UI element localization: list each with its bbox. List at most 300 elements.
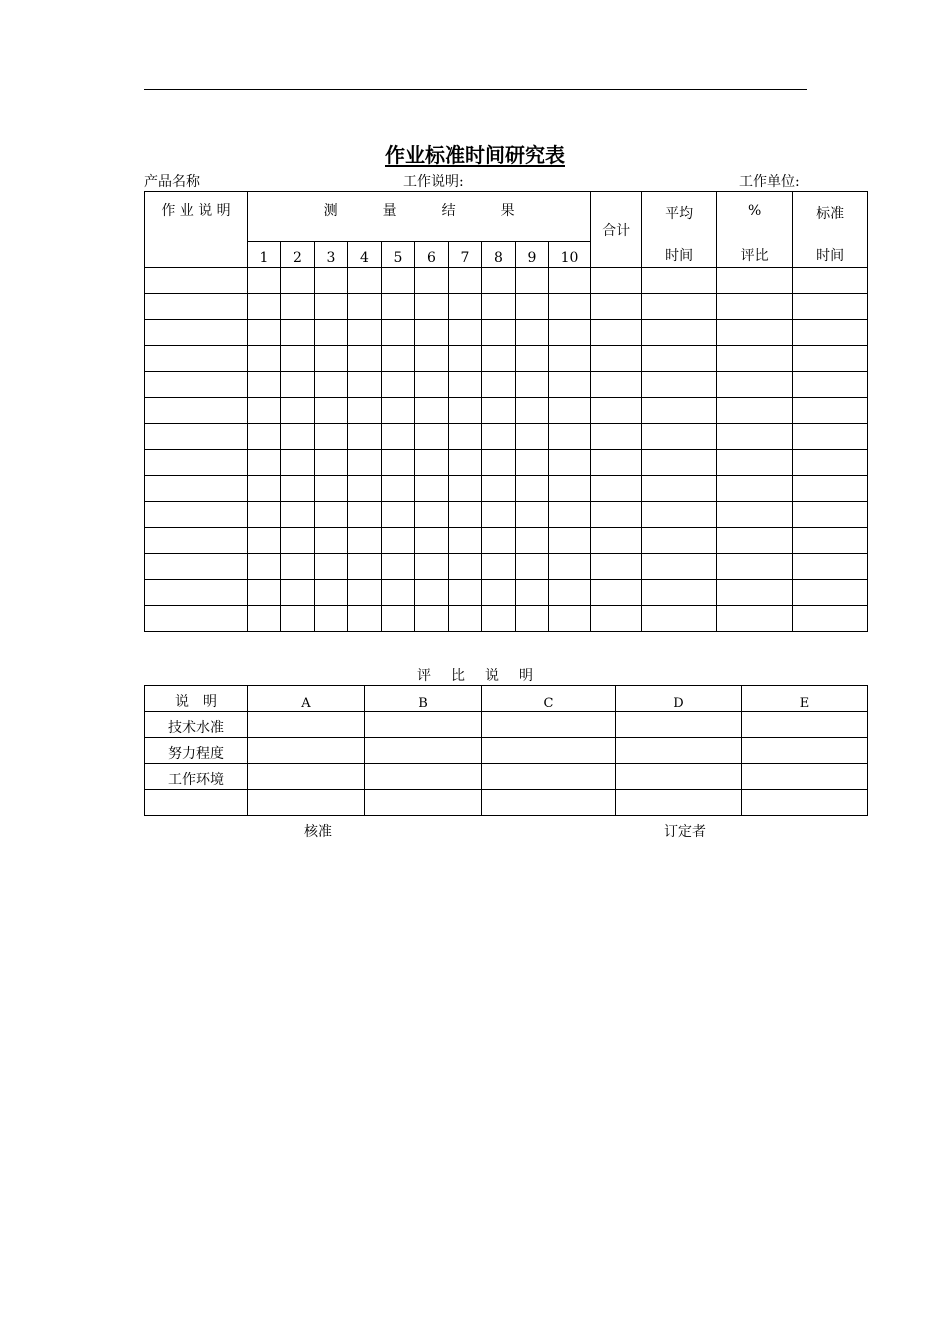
table-cell[interactable] xyxy=(549,554,591,580)
table-cell[interactable] xyxy=(449,346,482,372)
table-cell[interactable] xyxy=(591,268,642,294)
table-cell[interactable] xyxy=(382,502,415,528)
table-cell[interactable] xyxy=(281,372,315,398)
rating-cell[interactable] xyxy=(248,790,365,816)
table-cell[interactable] xyxy=(281,294,315,320)
table-cell[interactable] xyxy=(793,502,868,528)
table-cell[interactable] xyxy=(717,320,793,346)
table-cell[interactable] xyxy=(642,398,717,424)
rating-caption-char: 明 xyxy=(519,668,533,684)
table-cell[interactable] xyxy=(449,554,482,580)
table-cell[interactable] xyxy=(315,528,348,554)
table-cell[interactable] xyxy=(793,346,868,372)
table-cell[interactable] xyxy=(591,398,642,424)
rating-row-label: 努力程度 xyxy=(145,738,248,764)
rating-caption xyxy=(0,667,950,685)
rating-cell[interactable] xyxy=(616,712,742,738)
table-cell[interactable] xyxy=(315,580,348,606)
table-cell[interactable] xyxy=(591,320,642,346)
table-cell[interactable] xyxy=(516,476,549,502)
table-cell[interactable] xyxy=(145,424,248,450)
job-description-header xyxy=(145,192,248,268)
work-description-label: 工作说明: xyxy=(403,174,464,190)
table-cell[interactable] xyxy=(549,502,591,528)
table-cell[interactable] xyxy=(248,424,281,450)
table-cell[interactable] xyxy=(145,346,248,372)
average-time-header xyxy=(642,192,717,268)
table-row xyxy=(145,320,868,346)
measure-number-cell: 8 xyxy=(482,242,516,268)
table-cell[interactable] xyxy=(717,450,793,476)
rating-cell[interactable] xyxy=(365,764,482,790)
table-cell[interactable] xyxy=(348,554,382,580)
table-cell[interactable] xyxy=(382,476,415,502)
table-cell[interactable] xyxy=(449,476,482,502)
table-cell[interactable] xyxy=(281,398,315,424)
table-cell[interactable] xyxy=(449,606,482,632)
table-cell[interactable] xyxy=(281,450,315,476)
rating-cell[interactable] xyxy=(742,790,868,816)
table-cell[interactable] xyxy=(591,554,642,580)
table-cell[interactable] xyxy=(348,424,382,450)
table-cell[interactable] xyxy=(516,424,549,450)
table-cell[interactable] xyxy=(382,580,415,606)
table-cell[interactable] xyxy=(348,528,382,554)
table-cell[interactable] xyxy=(145,528,248,554)
table-cell[interactable] xyxy=(516,554,549,580)
rating-cell[interactable] xyxy=(616,764,742,790)
table-cell[interactable] xyxy=(415,346,449,372)
measure-number-cell: 2 xyxy=(281,242,315,268)
table-cell[interactable] xyxy=(591,372,642,398)
rating-cell[interactable] xyxy=(742,764,868,790)
table-cell[interactable] xyxy=(348,606,382,632)
table-cell[interactable] xyxy=(415,606,449,632)
table-cell[interactable] xyxy=(591,346,642,372)
rating-cell[interactable] xyxy=(482,712,616,738)
table-cell[interactable] xyxy=(348,320,382,346)
table-cell[interactable] xyxy=(248,502,281,528)
percent-rating-header xyxy=(717,192,793,268)
table-cell[interactable] xyxy=(516,528,549,554)
average-time-bottom: 时间 xyxy=(665,247,694,264)
table-cell[interactable] xyxy=(717,554,793,580)
product-name-label: 产品名称 xyxy=(144,174,200,190)
table-cell[interactable] xyxy=(248,580,281,606)
rating-row-label: 工作环境 xyxy=(145,764,248,790)
table-cell[interactable] xyxy=(415,580,449,606)
table-cell[interactable] xyxy=(145,476,248,502)
measure-results-char: 测 xyxy=(323,203,338,219)
measure-results-header xyxy=(248,192,591,242)
measure-results-char: 结 xyxy=(441,203,456,219)
table-row xyxy=(145,580,868,606)
table-cell[interactable] xyxy=(549,424,591,450)
table-cell[interactable] xyxy=(717,580,793,606)
measure-number-cell: 6 xyxy=(415,242,449,268)
table-cell[interactable] xyxy=(482,294,516,320)
measure-number-cell: 9 xyxy=(516,242,549,268)
table-cell[interactable] xyxy=(248,346,281,372)
table-cell[interactable] xyxy=(449,580,482,606)
prepared-by-label: 订定者 xyxy=(664,824,706,840)
table-cell[interactable] xyxy=(793,398,868,424)
total-header: 合计 xyxy=(591,192,642,268)
table-cell[interactable] xyxy=(382,606,415,632)
table-cell[interactable] xyxy=(549,346,591,372)
table-cell[interactable] xyxy=(717,268,793,294)
rating-body xyxy=(145,712,868,816)
table-cell[interactable] xyxy=(549,580,591,606)
table-cell[interactable] xyxy=(248,450,281,476)
rating-cell[interactable] xyxy=(482,764,616,790)
table-cell[interactable] xyxy=(482,528,516,554)
table-cell[interactable] xyxy=(145,398,248,424)
rating-cell[interactable] xyxy=(616,790,742,816)
table-cell[interactable] xyxy=(516,372,549,398)
table-cell[interactable] xyxy=(642,606,717,632)
table-cell[interactable] xyxy=(793,450,868,476)
table-cell[interactable] xyxy=(591,528,642,554)
table-cell[interactable] xyxy=(248,528,281,554)
table-cell[interactable] xyxy=(248,320,281,346)
rating-row xyxy=(145,712,868,738)
table-cell[interactable] xyxy=(348,580,382,606)
measure-number-cell: 3 xyxy=(315,242,348,268)
table-cell[interactable] xyxy=(549,268,591,294)
time-study-table xyxy=(144,191,868,632)
standard-time-top: 标准 xyxy=(816,205,845,222)
measure-number-cell: 7 xyxy=(449,242,482,268)
table-cell[interactable] xyxy=(348,268,382,294)
rating-cell[interactable] xyxy=(742,712,868,738)
table-cell[interactable] xyxy=(642,424,717,450)
table-cell[interactable] xyxy=(549,294,591,320)
table-cell[interactable] xyxy=(382,320,415,346)
table-row xyxy=(145,528,868,554)
table-cell[interactable] xyxy=(516,346,549,372)
table-cell[interactable] xyxy=(248,294,281,320)
table-cell[interactable] xyxy=(449,502,482,528)
table-cell[interactable] xyxy=(642,372,717,398)
table-cell[interactable] xyxy=(382,346,415,372)
table-cell[interactable] xyxy=(281,424,315,450)
table-cell[interactable] xyxy=(482,554,516,580)
table-cell[interactable] xyxy=(315,346,348,372)
time-study-body xyxy=(145,268,868,632)
table-cell[interactable] xyxy=(793,606,868,632)
table-cell[interactable] xyxy=(348,372,382,398)
table-cell[interactable] xyxy=(482,606,516,632)
table-cell[interactable] xyxy=(793,554,868,580)
table-cell[interactable] xyxy=(449,398,482,424)
table-cell[interactable] xyxy=(482,320,516,346)
rating-cell[interactable] xyxy=(482,790,616,816)
table-cell[interactable] xyxy=(415,424,449,450)
table-row xyxy=(145,450,868,476)
rating-cell[interactable] xyxy=(248,764,365,790)
table-row xyxy=(145,424,868,450)
table-cell[interactable] xyxy=(315,554,348,580)
table-cell[interactable] xyxy=(549,476,591,502)
grade-header-a: A xyxy=(248,686,365,712)
table-cell[interactable] xyxy=(717,476,793,502)
table-cell[interactable] xyxy=(642,320,717,346)
table-cell[interactable] xyxy=(248,398,281,424)
table-cell[interactable] xyxy=(415,294,449,320)
measure-results-char: 果 xyxy=(500,203,515,219)
table-cell[interactable] xyxy=(145,606,248,632)
table-cell[interactable] xyxy=(348,346,382,372)
measure-results-char: 量 xyxy=(382,203,397,219)
rating-header-label: 说 明 xyxy=(145,686,248,712)
table-cell[interactable] xyxy=(482,346,516,372)
table-cell[interactable] xyxy=(549,450,591,476)
table-cell[interactable] xyxy=(382,424,415,450)
table-cell[interactable] xyxy=(315,372,348,398)
table-cell[interactable] xyxy=(281,268,315,294)
table-cell[interactable] xyxy=(516,450,549,476)
table-cell[interactable] xyxy=(248,476,281,502)
table-cell[interactable] xyxy=(315,320,348,346)
table-cell[interactable] xyxy=(415,398,449,424)
table-cell[interactable] xyxy=(642,502,717,528)
table-cell[interactable] xyxy=(415,268,449,294)
table-cell[interactable] xyxy=(449,294,482,320)
table-cell[interactable] xyxy=(717,398,793,424)
measure-number-cell: 4 xyxy=(348,242,382,268)
table-cell[interactable] xyxy=(281,502,315,528)
rating-caption-char: 说 xyxy=(485,668,499,684)
table-cell[interactable] xyxy=(415,554,449,580)
table-cell[interactable] xyxy=(315,398,348,424)
table-cell[interactable] xyxy=(348,398,382,424)
table-cell[interactable] xyxy=(281,606,315,632)
table-cell[interactable] xyxy=(145,320,248,346)
table-cell[interactable] xyxy=(482,580,516,606)
table-cell[interactable] xyxy=(382,528,415,554)
table-cell[interactable] xyxy=(591,502,642,528)
table-cell[interactable] xyxy=(315,606,348,632)
table-cell[interactable] xyxy=(717,346,793,372)
table-cell[interactable] xyxy=(145,268,248,294)
table-cell[interactable] xyxy=(315,268,348,294)
rating-cell[interactable] xyxy=(616,738,742,764)
table-cell[interactable] xyxy=(382,372,415,398)
table-cell[interactable] xyxy=(315,502,348,528)
table-cell[interactable] xyxy=(449,372,482,398)
table-cell[interactable] xyxy=(793,268,868,294)
table-cell[interactable] xyxy=(516,268,549,294)
rating-cell[interactable] xyxy=(365,712,482,738)
table-cell[interactable] xyxy=(449,320,482,346)
rating-cell[interactable] xyxy=(482,738,616,764)
table-cell[interactable] xyxy=(482,398,516,424)
rating-caption-char: 评 xyxy=(417,668,431,684)
table-cell[interactable] xyxy=(315,294,348,320)
table-cell[interactable] xyxy=(382,554,415,580)
table-cell[interactable] xyxy=(382,398,415,424)
measure-number-cell: 5 xyxy=(382,242,415,268)
table-cell[interactable] xyxy=(717,606,793,632)
table-cell[interactable] xyxy=(449,424,482,450)
table-row xyxy=(145,476,868,502)
rating-cell[interactable] xyxy=(365,790,482,816)
table-row xyxy=(145,268,868,294)
page-title xyxy=(0,143,950,167)
table-cell[interactable] xyxy=(281,580,315,606)
table-cell[interactable] xyxy=(348,476,382,502)
rating-row xyxy=(145,790,868,816)
work-unit-label: 工作单位: xyxy=(739,174,800,190)
table-cell[interactable] xyxy=(348,450,382,476)
table-cell[interactable] xyxy=(717,424,793,450)
table-cell[interactable] xyxy=(415,528,449,554)
table-cell[interactable] xyxy=(415,372,449,398)
table-cell[interactable] xyxy=(717,502,793,528)
table-cell[interactable] xyxy=(516,606,549,632)
table-cell[interactable] xyxy=(382,294,415,320)
percent-rating-bottom: 评比 xyxy=(740,247,769,264)
table-cell[interactable] xyxy=(145,450,248,476)
rating-cell[interactable] xyxy=(248,738,365,764)
table-cell[interactable] xyxy=(793,528,868,554)
job-description-header-text: 作 业 说 明 xyxy=(161,203,231,219)
table-cell[interactable] xyxy=(482,450,516,476)
table-cell[interactable] xyxy=(591,294,642,320)
rating-caption-char: 比 xyxy=(451,668,465,684)
table-cell[interactable] xyxy=(591,476,642,502)
table-cell[interactable] xyxy=(516,294,549,320)
table-cell[interactable] xyxy=(717,294,793,320)
table-cell[interactable] xyxy=(281,346,315,372)
title-text: 作业标准时间研究表 xyxy=(385,143,565,167)
table-row xyxy=(145,606,868,632)
table-cell[interactable] xyxy=(482,502,516,528)
table-cell[interactable] xyxy=(549,528,591,554)
table-cell[interactable] xyxy=(793,372,868,398)
table-cell[interactable] xyxy=(642,580,717,606)
table-cell[interactable] xyxy=(516,320,549,346)
table-cell[interactable] xyxy=(793,294,868,320)
table-cell[interactable] xyxy=(315,450,348,476)
table-cell[interactable] xyxy=(591,580,642,606)
rating-cell[interactable] xyxy=(742,738,868,764)
table-cell[interactable] xyxy=(281,476,315,502)
table-cell[interactable] xyxy=(248,554,281,580)
table-cell[interactable] xyxy=(516,398,549,424)
table-cell[interactable] xyxy=(449,450,482,476)
table-cell[interactable] xyxy=(145,554,248,580)
table-cell[interactable] xyxy=(415,320,449,346)
table-cell[interactable] xyxy=(717,372,793,398)
table-cell[interactable] xyxy=(415,450,449,476)
table-row xyxy=(145,346,868,372)
table-cell[interactable] xyxy=(281,554,315,580)
rating-cell[interactable] xyxy=(365,738,482,764)
table-cell[interactable] xyxy=(382,450,415,476)
table-cell[interactable] xyxy=(482,476,516,502)
rating-table xyxy=(144,685,868,816)
grade-header-c: C xyxy=(482,686,616,712)
table-cell[interactable] xyxy=(549,372,591,398)
table-cell[interactable] xyxy=(482,372,516,398)
table-cell[interactable] xyxy=(591,424,642,450)
table-cell[interactable] xyxy=(591,606,642,632)
table-cell[interactable] xyxy=(348,502,382,528)
table-cell[interactable] xyxy=(642,450,717,476)
measure-number-cell: 10 xyxy=(549,242,591,268)
table-cell[interactable] xyxy=(642,346,717,372)
measure-number-cell: 1 xyxy=(248,242,281,268)
table-cell[interactable] xyxy=(717,528,793,554)
table-cell[interactable] xyxy=(145,502,248,528)
table-row xyxy=(145,294,868,320)
table-cell[interactable] xyxy=(793,320,868,346)
table-cell[interactable] xyxy=(281,528,315,554)
table-row xyxy=(145,372,868,398)
table-row xyxy=(145,554,868,580)
table-cell[interactable] xyxy=(642,528,717,554)
table-row xyxy=(145,502,868,528)
table-cell[interactable] xyxy=(415,502,449,528)
top-rule xyxy=(144,89,807,90)
table-cell[interactable] xyxy=(642,476,717,502)
rating-row xyxy=(145,738,868,764)
table-cell[interactable] xyxy=(482,268,516,294)
rating-row-label xyxy=(145,790,248,816)
approved-label: 核准 xyxy=(304,824,332,840)
table-cell[interactable] xyxy=(145,294,248,320)
standard-time-bottom: 时间 xyxy=(816,247,845,264)
table-cell[interactable] xyxy=(516,580,549,606)
table-cell[interactable] xyxy=(642,268,717,294)
table-cell[interactable] xyxy=(549,320,591,346)
grade-header-b: B xyxy=(365,686,482,712)
table-cell[interactable] xyxy=(591,450,642,476)
table-cell[interactable] xyxy=(482,424,516,450)
percent-rating-top: % xyxy=(747,202,762,219)
table-cell[interactable] xyxy=(449,528,482,554)
grade-header-e: E xyxy=(742,686,868,712)
table-cell[interactable] xyxy=(793,424,868,450)
table-row xyxy=(145,398,868,424)
table-cell[interactable] xyxy=(793,476,868,502)
rating-cell[interactable] xyxy=(248,712,365,738)
table-cell[interactable] xyxy=(415,476,449,502)
table-cell[interactable] xyxy=(516,502,549,528)
table-cell[interactable] xyxy=(382,268,415,294)
table-cell[interactable] xyxy=(145,372,248,398)
table-cell[interactable] xyxy=(281,320,315,346)
table-cell[interactable] xyxy=(549,398,591,424)
table-cell[interactable] xyxy=(793,580,868,606)
table-cell[interactable] xyxy=(248,268,281,294)
table-cell[interactable] xyxy=(248,372,281,398)
grade-header-d: D xyxy=(616,686,742,712)
table-cell[interactable] xyxy=(315,424,348,450)
standard-time-header xyxy=(793,192,868,268)
table-cell[interactable] xyxy=(348,294,382,320)
rating-row-label: 技术水准 xyxy=(145,712,248,738)
table-cell[interactable] xyxy=(642,294,717,320)
table-cell[interactable] xyxy=(248,606,281,632)
table-cell[interactable] xyxy=(145,580,248,606)
table-cell[interactable] xyxy=(315,476,348,502)
table-cell[interactable] xyxy=(642,554,717,580)
table-cell[interactable] xyxy=(449,268,482,294)
table-cell[interactable] xyxy=(549,606,591,632)
